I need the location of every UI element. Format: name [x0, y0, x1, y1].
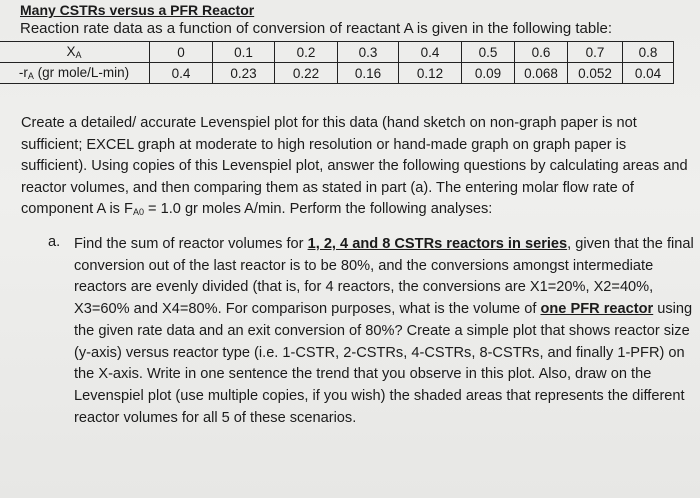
- table-cell: 0.04: [623, 63, 674, 84]
- table-row-rate: [0, 63, 674, 84]
- row-label-rate: $-r_A$ (gr mole/L-min): [0, 63, 150, 84]
- table-cell: 0.23: [213, 63, 275, 84]
- emphasis-one-pfr: one PFR reactor: [540, 301, 654, 318]
- document-title: Many CSTRs versus a PFR Reactor: [20, 2, 255, 18]
- rate-data-table: [0, 41, 674, 84]
- table-cell: 0.12: [399, 63, 462, 84]
- item-a-text-2: , given that the final conversion out of the last reactor is to be 80%, and the conversions amongst intermediate reactors are evenly divided (that is, for 4 reactors, the conversions are: [74, 236, 694, 296]
- intro-text-end: = 1.0 gr moles A/min. Perform the following analyses:: [143, 201, 493, 218]
- table-cell: 0.3: [338, 42, 399, 63]
- table-cell: 0: [150, 42, 213, 63]
- emphasis-cstrs-in-series: 1, 2, 4 and 8 CSTRs reactors in series: [307, 236, 568, 252]
- intro-subscript: A0: [132, 207, 144, 218]
- table-cell: 0.4: [399, 42, 462, 63]
- table-cell: 0.2: [275, 42, 338, 63]
- item-a-text-4: using the given rate data and an exit conversion of 80%? Create a simple plot that shows reactor size (y-axis) versus reactor type (i.e. 1-CSTR, 2-CSTRs, 4-CSTRs, 8-CSTRs, and finally 1-PFR) on the X-axis. Write in one sentence the trend that you observe in this plot. Also, draw on the Levenspiel plot (use multiple copies, if you wish) the shaded areas that represents the different reactor volumes for all 5 of these scenarios.: [74, 301, 693, 426]
- table-cell: 0.22: [275, 63, 338, 84]
- item-a-text-3: . For comparison purposes, what is the volume of: [217, 301, 541, 318]
- table-cell: 0.5: [462, 42, 515, 63]
- item-a-marker: a.: [48, 234, 61, 250]
- table-cell: 0.8: [623, 42, 674, 63]
- table-cell: 0.6: [515, 42, 568, 63]
- item-a-text: [74, 234, 696, 429]
- table-cell: 0.16: [338, 63, 399, 84]
- item-a-text-1: Find the sum of reactor volumes for: [74, 236, 308, 252]
- row-label-conversion: $X_A$: [0, 42, 150, 63]
- intro-text: Create a detailed/ accurate Levenspiel plot for this data (hand sketch on non-graph paper is not sufficient; EXCEL graph at moderate to high resolution or hand-made graph on graph paper is sufficient). Using copies of this Levenspiel plot, answer the following questions by calculating areas and reactor volumes, and then comparing them as stated in part (a). The entering molar flow rate of component A is F: [21, 115, 688, 218]
- table-cell: 0.09: [462, 63, 515, 84]
- table-row-conversion: [0, 42, 674, 63]
- conversion-list: X1=20%, X2=40%, X3=60% and X4=80%: [74, 279, 654, 318]
- table-cell: 0.4: [150, 63, 213, 84]
- table-cell: 0.1: [213, 42, 275, 63]
- table-cell: 0.068: [515, 63, 568, 84]
- table-cell: 0.052: [568, 63, 623, 84]
- table-cell: 0.7: [568, 42, 623, 63]
- table-caption: Reaction rate data as a function of conversion of reactant A is given in the following table:: [20, 20, 613, 37]
- instructions-paragraph: [21, 113, 691, 224]
